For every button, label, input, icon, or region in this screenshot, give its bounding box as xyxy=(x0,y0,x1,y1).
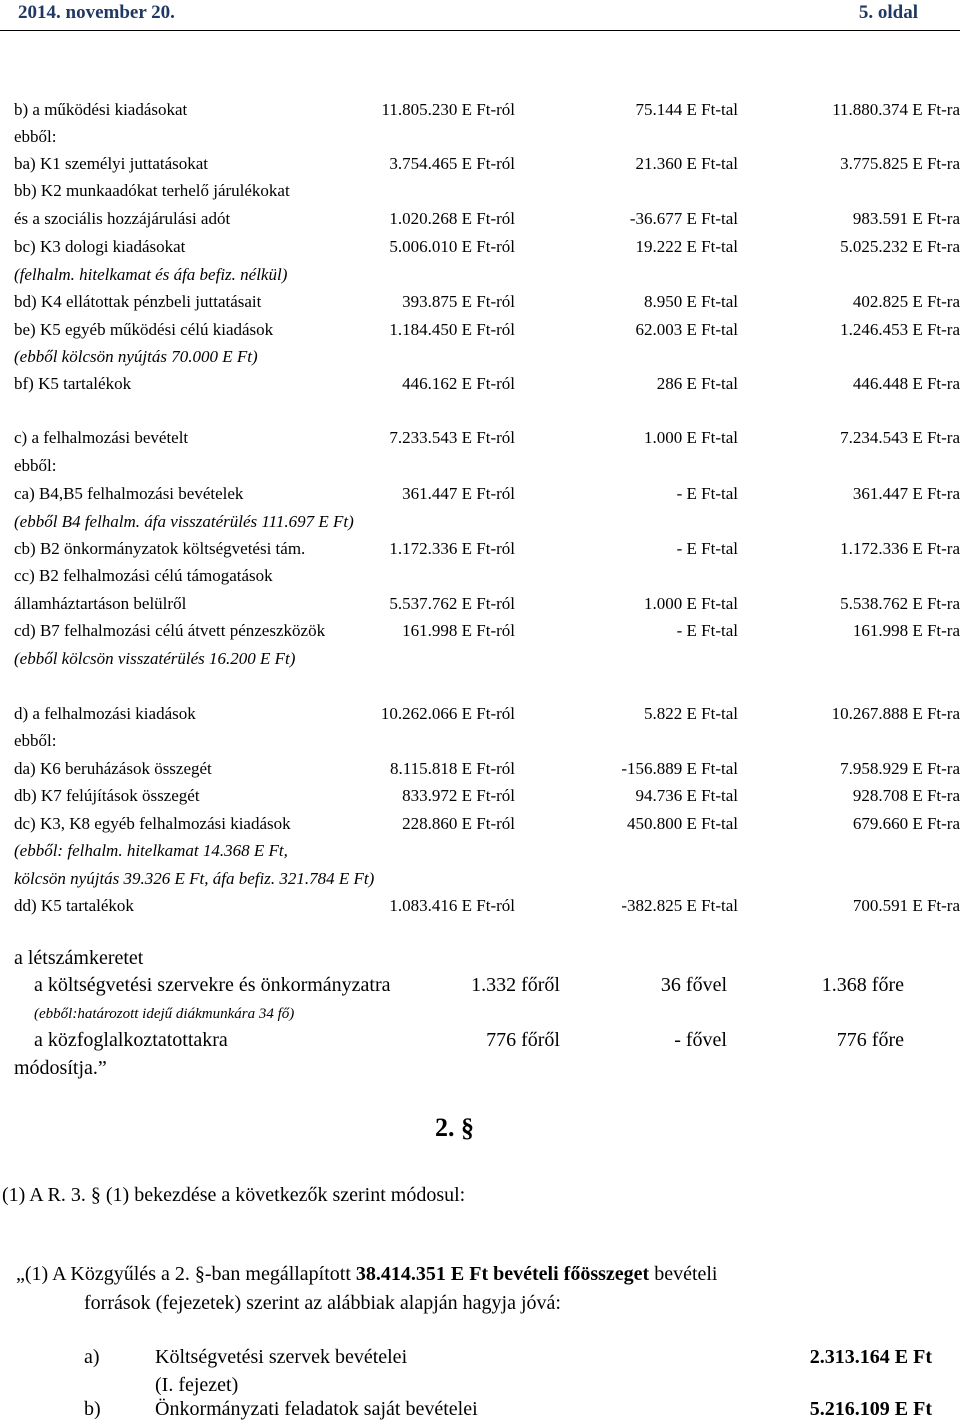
row-change-value: -156.889 E Ft-tal xyxy=(621,759,738,778)
row-to-value: 7.958.929 E Ft-ra xyxy=(840,759,960,778)
row-from-value: 228.860 E Ft-ról xyxy=(402,814,515,833)
row-from-value: 1.083.416 E Ft-ról xyxy=(389,896,515,915)
item-amount: 5.216.109 E Ft xyxy=(809,1398,932,1420)
row-to-value: 1.246.453 E Ft-ra xyxy=(840,320,960,339)
headcount-to: 776 főre xyxy=(836,1029,904,1051)
headcount-note-line xyxy=(0,1000,960,1030)
row-to-value: 446.448 E Ft-ra xyxy=(852,374,960,393)
row-from-value: 393.875 E Ft-ról xyxy=(402,292,515,311)
row-to-value: 7.234.543 E Ft-ra xyxy=(840,428,960,447)
headcount-title-line xyxy=(0,947,960,977)
row-change-value: 21.360 E Ft-tal xyxy=(635,154,738,173)
row-label: db) K7 felújítások összegét xyxy=(14,786,200,805)
table-row xyxy=(0,181,960,207)
row-label: bb) K2 munkaadókat terhelő járulékokat xyxy=(14,181,290,200)
row-to-value: 700.591 E Ft-ra xyxy=(852,896,960,915)
row-note: (ebből: felhalm. hitelkamat 14.368 E Ft, xyxy=(14,841,288,860)
row-to-value: 1.172.336 E Ft-ra xyxy=(840,539,960,558)
row-change-value: 286 E Ft-tal xyxy=(656,374,738,393)
quote-line-1 xyxy=(0,1263,960,1293)
table-row xyxy=(0,209,960,235)
row-change-value: 1.000 E Ft-tal xyxy=(644,594,738,613)
row-change-value: 94.736 E Ft-tal xyxy=(635,786,738,805)
table-row xyxy=(0,456,960,482)
headcount-by: 36 fővel xyxy=(660,974,727,996)
row-label: cc) B2 felhalmozási célú támogatások xyxy=(14,566,273,585)
row-label: be) K5 egyéb működési célú kiadások xyxy=(14,320,274,339)
table-row xyxy=(0,428,960,454)
row-to-value: 11.880.374 E Ft-ra xyxy=(832,100,960,119)
headcount-to: 1.368 főre xyxy=(821,974,904,996)
amendment-intro-line xyxy=(0,1184,960,1214)
quote-line-2-text: források (fejezetek) szerint az alábbiak alapján hagyja jóvá: xyxy=(84,1292,561,1314)
row-change-value: 19.222 E Ft-tal xyxy=(635,237,738,256)
table-row xyxy=(0,374,960,400)
row-from-value: 8.115.818 E Ft-ról xyxy=(390,759,515,778)
note-row xyxy=(0,347,960,373)
total-amount: 38.414.351 E Ft xyxy=(355,1263,489,1285)
table-row xyxy=(0,292,960,318)
row-note: kölcsön nyújtás 39.326 E Ft, áfa befiz. 321.784 E Ft) xyxy=(14,869,375,888)
row-from-value: 11.805.230 E Ft-ról xyxy=(381,100,515,119)
item-label: (I. fejezet) xyxy=(155,1374,239,1396)
row-change-value: 1.000 E Ft-tal xyxy=(644,428,738,447)
table-row xyxy=(0,237,960,263)
item-amount: 2.313.164 E Ft xyxy=(809,1346,932,1368)
row-label: bf) K5 tartalékok xyxy=(14,374,132,393)
table-row xyxy=(0,704,960,730)
table-row xyxy=(0,100,960,126)
headcount-label: a költségvetési szervekre és önkormányzatra xyxy=(34,974,391,996)
table-row xyxy=(0,814,960,840)
table-row xyxy=(0,154,960,180)
row-label: bd) K4 ellátottak pénzbeli juttatásait xyxy=(14,292,262,311)
note-row xyxy=(0,869,960,895)
table-row xyxy=(0,786,960,812)
row-change-value: 450.800 E Ft-tal xyxy=(627,814,738,833)
quote-end: bevételi xyxy=(649,1263,718,1285)
row-label: cd) B7 felhalmozási célú átvett pénzeszközök xyxy=(14,621,326,640)
row-from-value: 10.262.066 E Ft-ról xyxy=(380,704,515,723)
row-from-value: 1.184.450 E Ft-ról xyxy=(389,320,515,339)
quote-text xyxy=(16,1263,906,1286)
row-note: (felhalm. hitelkamat és áfa befiz. nélkül) xyxy=(14,265,288,284)
row-change-value: - E Ft-tal xyxy=(676,539,738,558)
headcount-from: 1.332 főről xyxy=(471,974,560,996)
row-to-value: 983.591 E Ft-ra xyxy=(852,209,960,228)
row-to-value: 679.660 E Ft-ra xyxy=(852,814,960,833)
row-note: (ebből kölcsön visszatérülés 16.200 E Ft) xyxy=(14,649,296,668)
row-to-value: 5.025.232 E Ft-ra xyxy=(840,237,960,256)
table-row xyxy=(0,539,960,565)
row-label: dc) K3, K8 egyéb felhalmozási kiadások xyxy=(14,814,291,833)
row-to-value: 928.708 E Ft-ra xyxy=(852,786,960,805)
row-to-value: 10.267.888 E Ft-ra xyxy=(831,704,960,723)
row-from-value: 361.447 E Ft-ról xyxy=(402,484,515,503)
row-change-value: -36.677 E Ft-tal xyxy=(629,209,738,228)
row-label: ca) B4,B5 felhalmozási bevételek xyxy=(14,484,244,503)
page-header xyxy=(0,0,960,31)
row-to-value: 361.447 E Ft-ra xyxy=(852,484,960,503)
row-from-value: 5.006.010 E Ft-ról xyxy=(389,237,515,256)
row-note: (ebből kölcsön nyújtás 70.000 E Ft) xyxy=(14,347,258,366)
row-to-value: 402.825 E Ft-ra xyxy=(852,292,960,311)
row-label: b) a működési kiadásokat xyxy=(14,100,188,119)
list-item xyxy=(0,1398,960,1428)
row-label: ba) K1 személyi juttatásokat xyxy=(14,154,209,173)
row-to-value: 3.775.825 E Ft-ra xyxy=(840,154,960,173)
header-date: 2014. november 20. xyxy=(18,2,175,23)
note-row xyxy=(0,649,960,675)
row-label: dd) K5 tartalékok xyxy=(14,896,134,915)
note-row xyxy=(0,265,960,291)
headcount-closing: módosítja.” xyxy=(14,1057,107,1079)
row-label: és a szociális hozzájárulási adót xyxy=(14,209,231,228)
row-from-value: 161.998 E Ft-ról xyxy=(402,621,515,640)
row-label: államháztartáson belülről xyxy=(14,594,187,613)
row-change-value: - E Ft-tal xyxy=(676,484,738,503)
headcount-label: a közfoglalkoztatottakra xyxy=(34,1029,228,1051)
row-from-value: 5.537.762 E Ft-ról xyxy=(389,594,515,613)
row-change-value: -382.825 E Ft-tal xyxy=(621,896,738,915)
row-change-value: 75.144 E Ft-tal xyxy=(635,100,738,119)
row-label: ebből: xyxy=(14,731,57,750)
header-page-number: 5. oldal xyxy=(858,2,918,23)
row-change-value: - E Ft-tal xyxy=(676,621,738,640)
note-row xyxy=(0,512,960,538)
item-label: Önkormányzati feladatok saját bevételei xyxy=(155,1398,478,1420)
row-from-value: 3.754.465 E Ft-ról xyxy=(389,154,515,173)
table-row xyxy=(0,896,960,922)
row-from-value: 446.162 E Ft-ról xyxy=(402,374,515,393)
headcount-by: - fővel xyxy=(674,1029,727,1051)
section-title: 2. § xyxy=(435,1113,474,1142)
table-row xyxy=(0,759,960,785)
quote-line-2 xyxy=(0,1292,960,1322)
table-row xyxy=(0,484,960,510)
row-change-value: 62.003 E Ft-tal xyxy=(635,320,738,339)
row-from-value: 7.233.543 E Ft-ról xyxy=(389,428,515,447)
row-change-value: 5.822 E Ft-tal xyxy=(644,704,738,723)
table-row xyxy=(0,594,960,620)
row-label: ebből: xyxy=(14,456,57,475)
headcount-note: (ebből:határozott idejű diákmunkára 34 fő) xyxy=(34,1006,295,1022)
row-label: da) K6 beruházások összegét xyxy=(14,759,212,778)
table-row xyxy=(0,320,960,346)
table-row xyxy=(0,566,960,592)
headcount-title: a létszámkeretet xyxy=(14,947,144,969)
row-change-value: 8.950 E Ft-tal xyxy=(644,292,738,311)
row-label: bc) K3 dologi kiadásokat xyxy=(14,237,186,256)
total-label: bevételi főösszeget xyxy=(488,1263,650,1285)
headcount-closing-line xyxy=(0,1057,960,1087)
item-letter: b) xyxy=(84,1398,101,1420)
row-to-value: 5.538.762 E Ft-ra xyxy=(840,594,960,613)
headcount-row xyxy=(0,1029,960,1059)
row-label: c) a felhalmozási bevételt xyxy=(14,428,189,447)
quote-start: „(1) A Közgyűlés a 2. §-ban megállapított xyxy=(16,1263,356,1285)
row-note: (ebből B4 felhalm. áfa visszatérülés 111.697 E Ft) xyxy=(14,512,354,531)
note-row xyxy=(0,841,960,867)
headcount-from: 776 főről xyxy=(486,1029,560,1051)
row-from-value: 1.172.336 E Ft-ról xyxy=(389,539,515,558)
list-item xyxy=(0,1346,960,1376)
row-from-value: 1.020.268 E Ft-ról xyxy=(389,209,515,228)
table-row xyxy=(0,731,960,757)
row-label: d) a felhalmozási kiadások xyxy=(14,704,196,723)
row-label: ebből: xyxy=(14,127,57,146)
item-label: Költségvetési szervek bevételei xyxy=(155,1346,408,1368)
row-to-value: 161.998 E Ft-ra xyxy=(852,621,960,640)
row-label: cb) B2 önkormányzatok költségvetési tám. xyxy=(14,539,306,558)
amendment-intro: (1) A R. 3. § (1) bekezdése a következők szerint módosul: xyxy=(2,1184,466,1206)
table-row xyxy=(0,127,960,153)
item-letter: a) xyxy=(84,1346,100,1368)
row-from-value: 833.972 E Ft-ról xyxy=(402,786,515,805)
table-row xyxy=(0,621,960,647)
